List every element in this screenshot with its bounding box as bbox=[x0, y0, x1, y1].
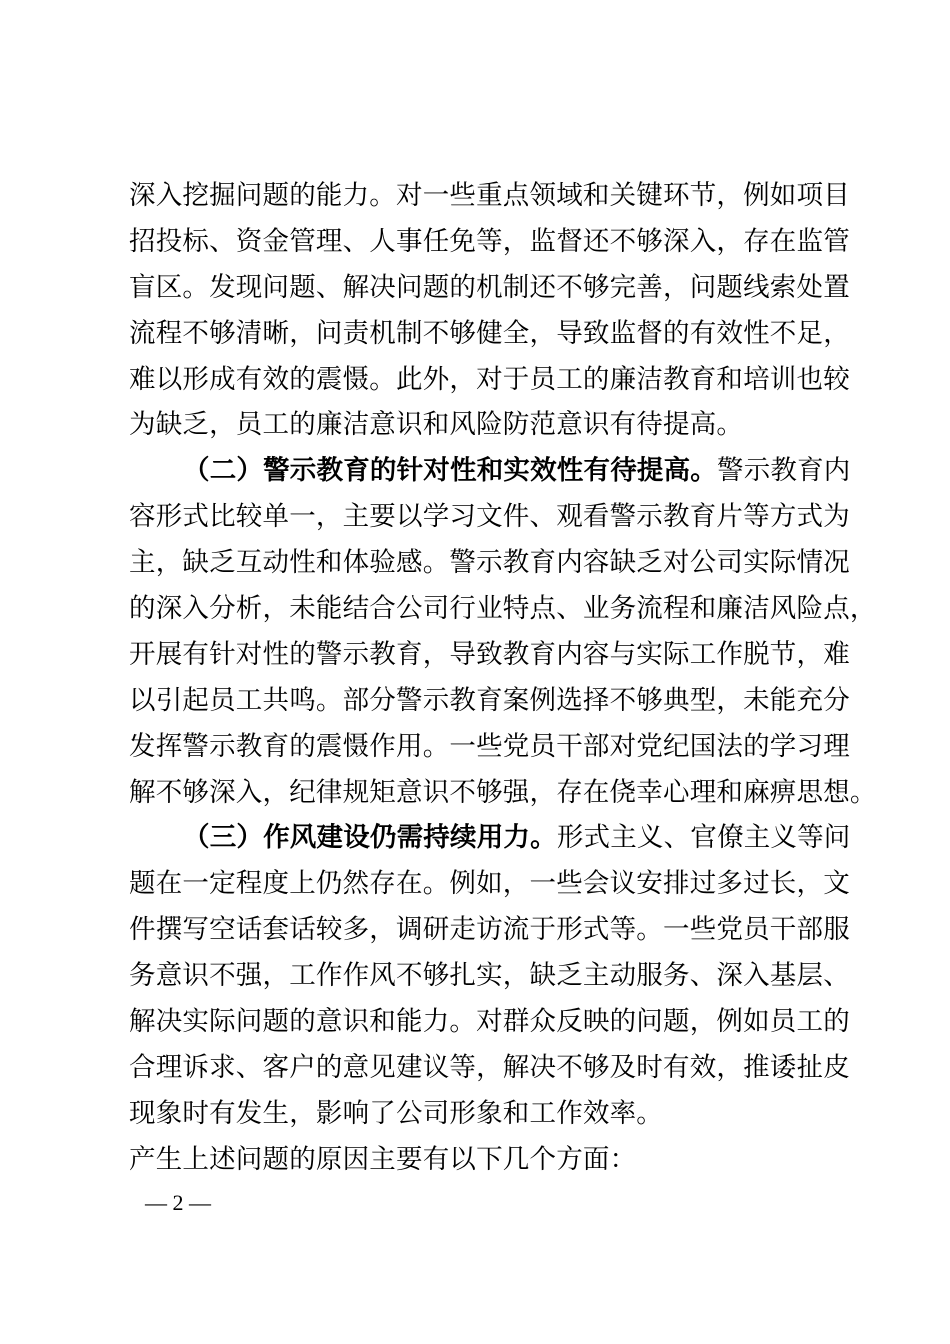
section-3-line: 合理诉求、客户的意见建议等，解决不够及时有效，推诿扯皮 bbox=[129, 1051, 850, 1083]
body-line: 流程不够清晰，问责机制不够健全，导致监督的有效性不足， bbox=[129, 317, 850, 349]
section-2-heading: （二）警示教育的针对性和实效性有待提高。 bbox=[183, 455, 717, 487]
section-3-heading: （三）作风建设仍需持续用力。 bbox=[183, 822, 557, 854]
section-2-line: 的深入分析，未能结合公司行业特点、业务流程和廉洁风险点， bbox=[129, 593, 877, 625]
section-3-line: 题在一定程度上仍然存在。例如，一些会议安排过多过长，文 bbox=[129, 868, 850, 900]
section-3-first-line bbox=[129, 815, 851, 861]
section-2-line: 以引起员工共鸣。部分警示教育案例选择不够典型，未能充分 bbox=[129, 684, 850, 716]
section-3-line: 件撰写空话套话较多，调研走访流于形式等。一些党员干部服 bbox=[129, 914, 850, 946]
section-2-line: 解不够深入，纪律规矩意识不够强，存在侥幸心理和麻痹思想。 bbox=[129, 776, 877, 808]
section-3-line: 解决实际问题的意识和能力。对群众反映的问题，例如员工的 bbox=[129, 1006, 850, 1038]
body-line: 深入挖掘问题的能力。对一些重点领域和关键环节，例如项目 bbox=[129, 180, 850, 211]
section-3-line: 务意识不强，工作作风不够扎实，缺乏主动服务、深入基层、 bbox=[129, 960, 850, 992]
section-3-line: 现象时有发生，影响了公司形象和工作效率。 bbox=[129, 1097, 663, 1129]
section-2-line: 发挥警示教育的震慑作用。一些党员干部对党纪国法的学习理 bbox=[129, 730, 850, 762]
body-text bbox=[129, 173, 877, 1183]
section-2-line: 容形式比较单一，主要以学习文件、观看警示教育片等方式为 bbox=[129, 501, 850, 533]
body-line: 难以形成有效的震慑。此外，对于员工的廉洁教育和培训也较 bbox=[129, 363, 850, 395]
body-line: 盲区。发现问题、解决问题的机制还不够完善，问题线索处置 bbox=[129, 271, 850, 303]
section-2-first-line-text: 警示教育内 bbox=[717, 455, 851, 487]
section-2-line: 开展有针对性的警示教育，导致教育内容与实际工作脱节，难 bbox=[129, 638, 850, 670]
section-2-first-line bbox=[129, 448, 851, 494]
section-2-line: 主，缺乏互动性和体验感。警示教育内容缺乏对公司实际情况 bbox=[129, 547, 850, 579]
body-line: 为缺乏，员工的廉洁意识和风险防范意识有待提高。 bbox=[129, 409, 744, 441]
body-line: 招投标、资金管理、人事任免等，监督还不够深入，存在监管 bbox=[129, 225, 850, 257]
closing-line: 产生上述问题的原因主要有以下几个方面： bbox=[129, 1143, 637, 1175]
section-3-first-line-text: 形式主义、官僚主义等问 bbox=[556, 822, 851, 854]
page-number: — 2 — bbox=[145, 1190, 211, 1215]
